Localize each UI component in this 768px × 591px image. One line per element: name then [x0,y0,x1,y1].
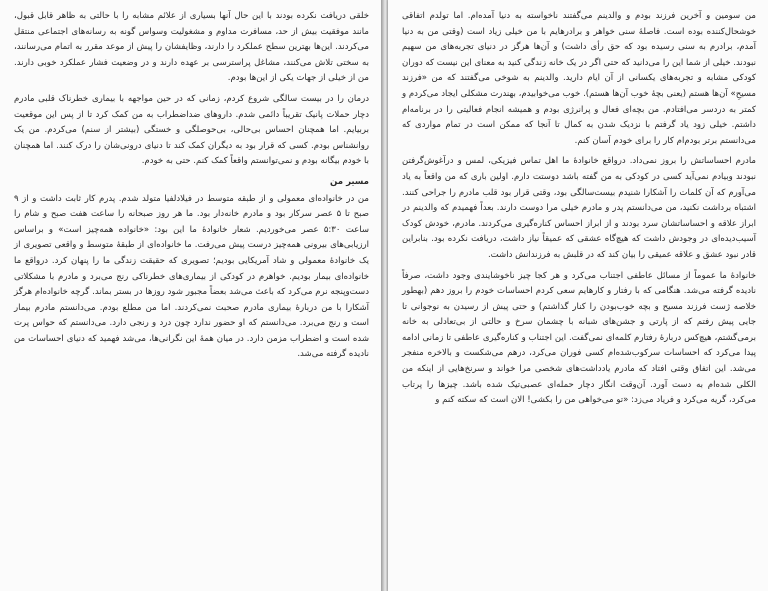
paragraph: من سومین و آخرین فرزند بودم و والدینم می‌گفتند ناخواسته به دنیا آمده‌ام. اما تولدم اتفاقی خوشحال‌کننده بوده است. فاصلهٔ سنی خواهر و برادرهایم با من خیلی زیاد است (وقتی من به دنیا آمدم، برادرم به سنی رسیده بود که حق رأی داشت) و آن‌ها هرگز در دنیای تجربه‌های من سهیم نبودند. خیلی از شما این را می‌دانید که حتی اگر در یک خانه زندگی کنید به معنای این نیست که دوران کودکی مشابه و تجربه‌های یکسانی از آن ایام دارید. والدینم به شوخی می‌گفتند که من «فرزند مسیحِ» آن‌ها هستم (یعنی بچهٔ خوب آن‌ها هستم). خوب می‌خوابیدم، بهندرت مشکلی ایجاد می‌کردم و کمتر به دردسر می‌افتادم. من بچه‌ای فعال و پرانرژی بودم و همیشه انجام فعالیتی را در برنامه‌ام داشتم. خیلی زود یاد گرفتم با نزدیک شدن به کمال تا آنجا که ممکن است در تمام مواردی که می‌دانستم برتر بودم‌ام کار را برای خودم آسان کنم. [402,11,756,146]
right-page-text [402,9,756,414]
paragraph: خانوادهٔ ما عموماً از مسائل عاطفی اجتناب می‌کرد و هر کجا چیز ناخوشایندی وجود داشت، صرفاً نادیده گرفته می‌شد. هنگامی که با رفتار و کارهایم سعی کردم احساسات خودم را بروز دهم (بهطور خلاصه ژست فرزند مسیح و بچه خوب‌بودن را کنار گذاشتم) و حتی پیش از رسیدن به نوجوانی تا جایی پیش رفتم که از پارتی و جشن‌های شبانه با چشمان سرخ و حالتی از بی‌تعادلی به خانه برمی‌گشتم، هیچ‌کس دربارهٔ رفتارم کلمه‌ای نمی‌گفت. این اجتناب و کناره‌گیری عاطفی تا زمانی ادامه پیدا می‌کرد که احساسات سرکوب‌شده‌ام کسی فوران می‌کرد، درهم می‌شکست و بالاخره منفجر می‌شد. این اتفاق وقتی افتاد که مادرم یادداشت‌های شخصی مرا خواند و سرنخ‌هایی از اینکه من الکلی شده‌ام به دست آورد. آن‌وقت انگار دچار حمله‌ای عصبی‌تیک شده باشد. چیزها را پرتاب می‌کرد، گریه می‌کرد و فریاد می‌زد: «تو می‌خواهی من را بکشی! الان است که سکته کنم و [402,270,756,406]
right-page [388,0,768,591]
section-heading: مسیر من [330,176,369,187]
left-page-text [14,9,369,368]
paragraph: درمان را در بیست سالگی شروع کردم، زمانی که در حین مواجهه با بیماری خطرناک قلبی مادرم دچار حملات پانیک تقریباً دائمی شدم. داروهای ضداضطراب به من کمک کرد تا از پس این موقعیت بربیایم. اما همچنان احساس بی‌حالی، بی‌حوصلگی و خستگی (بیشتر از سنم) می‌کردم. من یک روانشناس بودم. کسی که قرار بود به دیگران کمک کند تا دنیای درونی‌شان را درک کنند. اما همچنان با خودم بیگانه بودم و نمی‌توانستم واقعاً کمک کنم. حتی به خودم. [14,93,369,167]
paragraph: مادرم احساساتش را بروز نمی‌داد. درواقع خانوادهٔ ما اهل تماس فیزیکی، لمس و در‌آغوش‌گرفتن نبودند وبیادم نمی‌آید کسی در کودکی به من گفته باشد دوستت دارم. اولین باری که من واقعاً به یاد می‌آورم که آن کلمات را آشکارا شنیدم بیست‌سالگی بود، وقتی قرار بود قلب مادرم را جراحی کنند. اشتباه برداشت نکنید، من می‌دانستم پدر و مادرم خیلی مرا دوست دارند. بعداً فهمیدم که والدینم در ابراز علاقه و احساساتشان سرد بودند و از ابراز احساس کناره‌گیری می‌کردند. مادرم، خودش کودک آسیب‌دیده‌ای در وجودش داشت که هیچ‌گاه عشقی که عمیقاً نیاز داشت، دریافت نکرده بود. بنابراین قادر نبود عشق و علاقه عمیقی را بیان کند که در قلبش به فرزندانش داشت. [402,156,756,260]
book-gutter [381,0,388,591]
left-page [0,0,381,591]
paragraph: خلقی دریافت نکرده بودند با این حال آنها بسیاری از علائم مشابه را با حالتی به ظاهر قابل قبول، مانند موفقیت بیش از حد، مسافرت مداوم و مشغولیت وسواس گونه به رسانه‌های اجتماعی منتقل می‌کردند. این‌ها بهترین سطح عملکرد را دارند، وظایفشان را پیش از موعد مقرر به اتمام می‌رسانند، به سختی تلاش می‌کنند، مشاغل پراسترسی بر عهده دارند و در وضعیت فشار عملکرد خوبی دارند. من از خیلی از جهات یکی از این‌ها بودم. [14,11,369,84]
paragraph: من در خانواده‌ای معمولی و از طبقه متوسط در فیلادلفیا متولد شدم. پدرم کار ثابت داشت و از ۹ صبح تا ۵ عصر سرکار بود و مادرم خانه‌دار بود. ما هر روز صبحانه را ساعت هفت صبح و شام را ساعت ۵:۳۰ عصر می‌خوردیم. شعار خانوادهٔ ما این بود: «خانواده همه‌چیز است» و براساس ارزیابی‌های بیرونی همه‌چیز درست پیش می‌رفت. ما خانواده‌ای از طبقهٔ متوسط و واقعی تصویری از یک خانوادهٔ معمولی و شاد آمریکایی بودیم؛ تصویری که حقیقت زندگی ما را پنهان کرد. درواقع ما خانواده‌ای بیمار بودیم. خواهرم در کودکی از بیماری‌های خطرناکی رنج می‌برد و مادرم با مشکلاتی دست‌وپنجه نرم می‌کرد که باعث می‌شد بعضاً مجبور شود روزها در بستر بماند. گرچه خانواده‌ام هرگز آشکارا با من دربارهٔ بیماری مادرم صحبت نمی‌کردند. اما من مطلع بودم. می‌دانستم مادرم بیمار است و رنج می‌برد. می‌دانستم که او حضور ندارد چون درد و رنجی دارد. می‌دانستم که حواس پرت شده است و اضطراب مزمن دارد. در میان همهٔ این نگرانی‌ها، می‌شد فهمید که دنیای احساسات من نادیده گرفته می‌شد. [14,193,369,360]
